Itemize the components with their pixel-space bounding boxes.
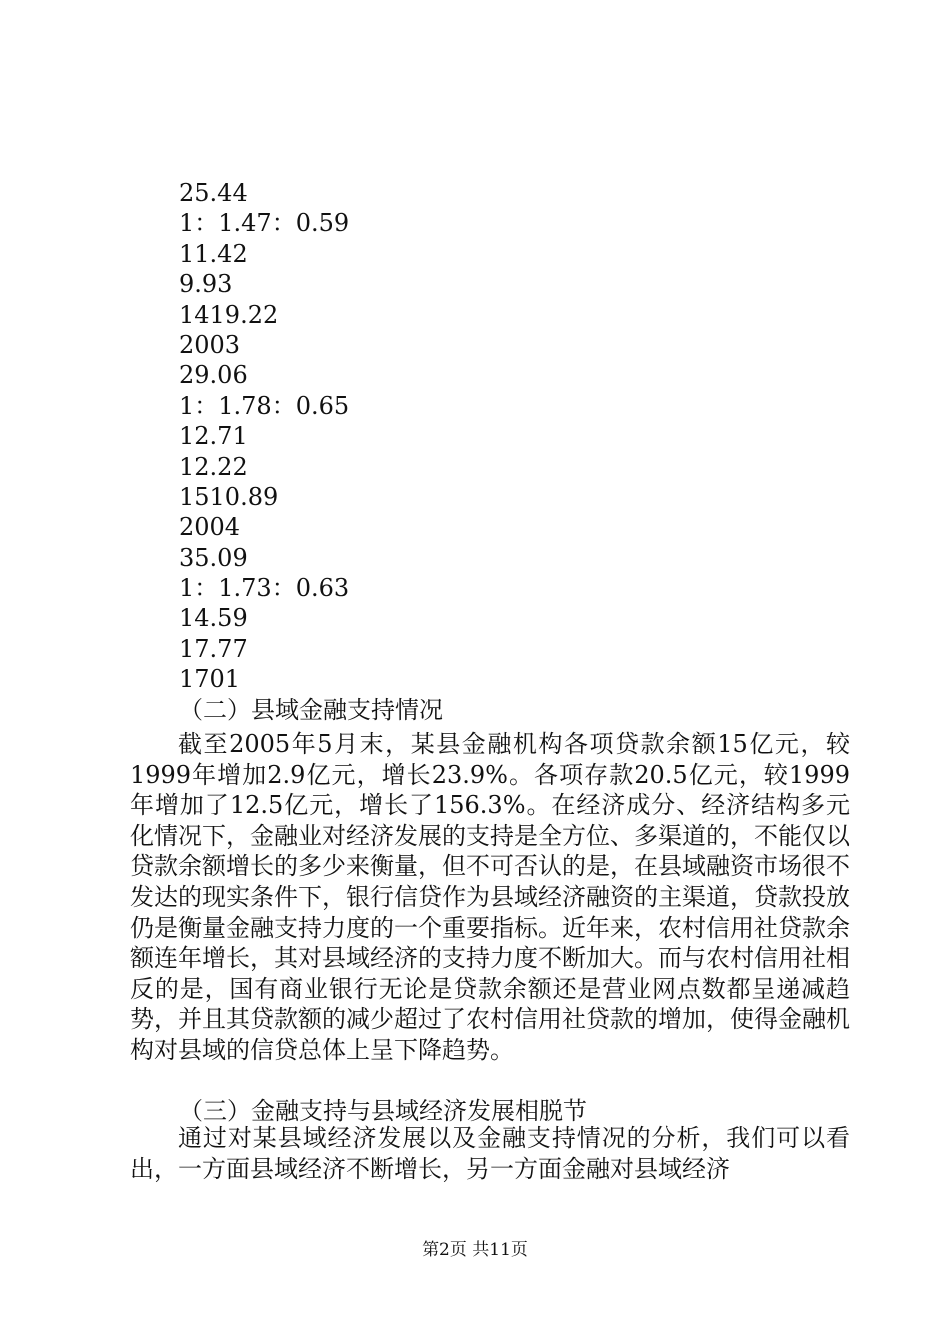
value-line: 25.44 xyxy=(179,179,248,207)
value-line: 2003 xyxy=(179,330,241,359)
value-line: 14.59 xyxy=(179,604,248,633)
value-line: 9.93 xyxy=(179,270,233,299)
value-line: 12.22 xyxy=(179,452,248,481)
value-line: 2004 xyxy=(179,513,241,542)
page-footer: 第2页 共11页 xyxy=(422,1240,528,1260)
section-heading-3: （三）金融支持与县域经济发展相脱节 xyxy=(179,1097,587,1125)
section-paragraph-3: 通过对某县域经济发展以及金融支持情况的分析，我们可以看出，一方面县域经济不断增长，另一方面金融对县域经济 xyxy=(130,1124,850,1183)
value-line: 11.42 xyxy=(179,239,248,268)
value-line: 1701 xyxy=(179,665,241,694)
value-line: 1510.89 xyxy=(179,482,279,511)
value-line: 1：1.78：0.65 xyxy=(179,391,350,420)
section-heading-2: （二）县域金融支持情况 xyxy=(179,696,443,724)
value-line: 12.71 xyxy=(179,422,248,451)
table-values-list xyxy=(179,178,349,695)
value-line: 1419.22 xyxy=(179,300,279,329)
value-line: 35.09 xyxy=(179,543,248,572)
value-line: 29.06 xyxy=(179,361,248,390)
value-line: 17.77 xyxy=(179,634,248,663)
section-paragraph-2: 截至2005年5月末，某县金融机构各项贷款余额15亿元，较1999年增加2.9亿元，增长23.9%。各项存款20.5亿元，较1999年增加了12.5亿元，增长了156.3%。在经济成分、经济结构多元化情况下，金融业对经济发展的支持是全方位、多渠道的，不能仅以贷款余额增长的多少来衡量，但不可否认的是，在县域融资市场很不发达的现实条件下，银行信贷作为县域经济融资的主渠道，贷款投放仍是衡量金融支持力度的一个重要指标。近年来，农村信用社贷款余额连年增长，其对县域经济的支持力度不断加大。而与农村信用社相反的是，国有商业银行无论是贷款余额还是营业网点数都呈递减趋势，并且其贷款额的减少超过了农村信用社贷款的增加，使得金融机构对县域的信贷总体上呈下降趋势。 xyxy=(130,730,850,1064)
value-line: 1：1.47：0.59 xyxy=(179,209,350,238)
value-line: 1：1.73：0.63 xyxy=(179,574,350,603)
